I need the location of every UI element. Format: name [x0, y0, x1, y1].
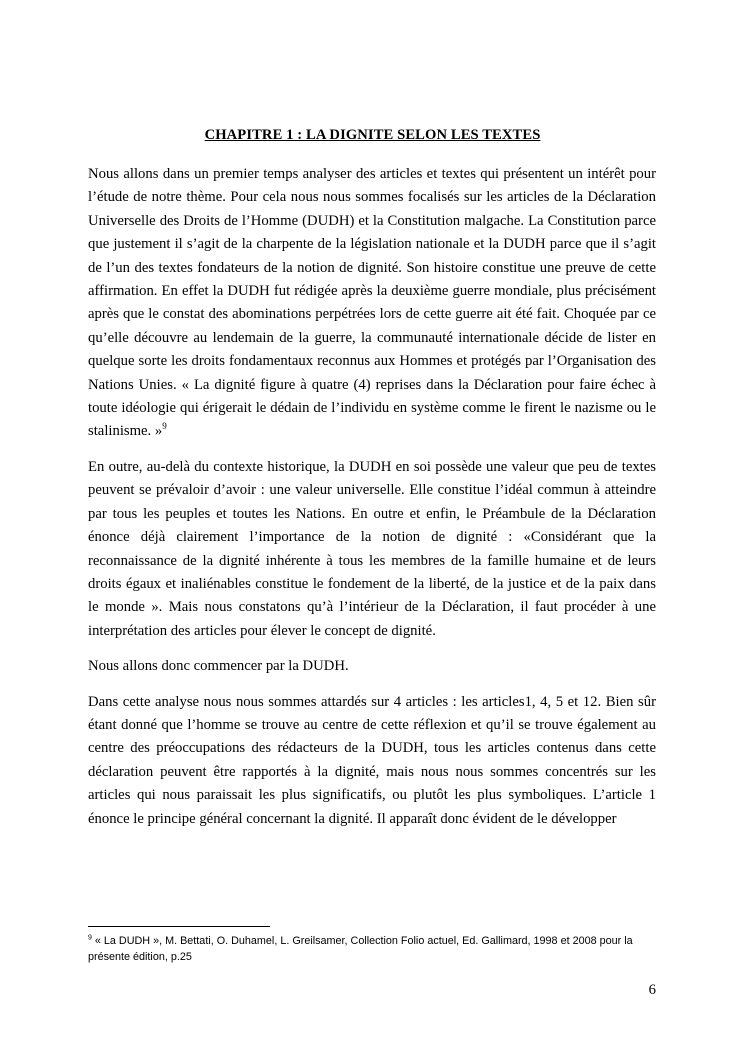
body-text: [88, 163, 656, 843]
footnote: [88, 934, 660, 965]
footnote-separator: [88, 926, 270, 927]
paragraph-4: Dans cette analyse nous nous sommes attardés sur 4 articles : les articles1, 4, 5 et 12. Bien sûr étant donné que l’homme se trouve au centre de cette réflexion et qu’il se trouve également au centre des préoccupations des rédacteurs de la DUDH, tous les articles contenus dans cette déclaration peuvent être rapportés à la dignité, mais nous nous sommes concentrés sur les articles qui nous paraissait les plus significatifs, ou plutôt les plus symboliques. L’article 1 énonce le principe général concernant la dignité. Il apparaît donc évident de le développer: [88, 693, 656, 827]
chapter-title: CHAPITRE 1 : LA DIGNITE SELON LES TEXTES: [204, 127, 541, 143]
paragraph-1-text: Nous allons dans un premier temps analyser des articles et textes qui présentent un intérêt pour l’étude de notre thème. Pour cela nous nous sommes focalisés sur les articles de la Déclaration Universelle des Droits de l’Homme (DUDH) et la Constitution malgache. La Constitution parce que justement il s’agit de la charpente de la législation nationale et la DUDH parce que il s’agit de l’un des textes fondateurs de la notion de dignité. Son histoire constitue une preuve de cette affirmation. En effet la DUDH fut rédigée après la deuxième guerre mondiale, plus précisément après que le constat des abominations perpétrées lors de cette guerre ait été fait. Choquée par ce qu’elle découvre au lendemain de la guerre, la communauté internationale décide de lister en quelque sorte les droits fondamentaux reconnus aux Hommes et protégés par l’Organisation des Nations Unies. « La dignité figure à quatre (4) reprises dans la Déclaration pour faire échec à toute idéologie qui érigerait le dédain de l’individu en système comme le firent le nazisme ou le stalinisme. »: [88, 166, 656, 440]
paragraph-3: Nous allons donc commencer par la DUDH.: [88, 658, 349, 675]
footnote-text: « La DUDH », M. Bettati, O. Duhamel, L. Greilsamer, Collection Folio actuel, Ed. Gallimard, 1998 et 2008 pour la présente édition, p.25: [88, 935, 633, 963]
footnote-ref[interactable]: 9: [162, 421, 167, 432]
page-number: 6: [648, 982, 656, 998]
paragraph-2: En outre, au-delà du contexte historique, la DUDH en soi possède une valeur que peu de textes peuvent se prévaloir d’avoir : une valeur universelle. Elle constitue l’idéal commun à atteindre par tous les peuples et toutes les Nations. En outre et enfin, le Préambule de la Déclaration énonce déjà clairement l’importance de la notion de dignité : «Considérant que la reconnaissance de la dignité inhérente à tous les membres de la famille humaine et de leurs droits égaux et inaliénables constitue le fondement de la liberté, de la justice et de la paix dans le monde ». Mais nous constatons qu’à l’intérieur de la Déclaration, il faut procéder à une interprétation des articles pour élever le concept de dignité.: [88, 458, 656, 639]
footnote-number: 9: [88, 934, 92, 942]
paragraph-1: [88, 163, 656, 444]
